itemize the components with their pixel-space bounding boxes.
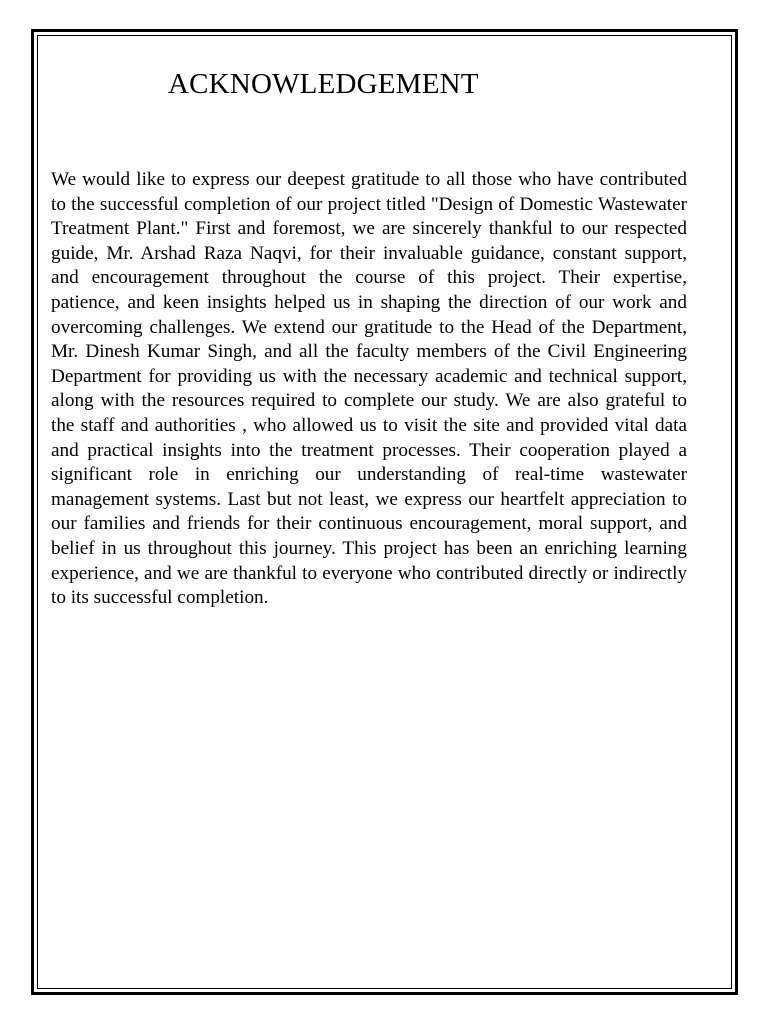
acknowledgement-paragraph: We would like to express our deepest gratitude to all those who have contributed to the successful completion of our project titled "Design of Domestic Wastewater Treatment Plant." First and foremost, we are sincerely thankful to our respected guide, Mr. Arshad Raza Naqvi, for their invaluable guidance, constant support, and encouragement throughout the course of this project. Their expertise, patience, and keen insights helped us in shaping the direction of our work and overcoming challenges. We extend our gratitude to the Head of the Department, Mr. Dinesh Kumar Singh, and all the faculty members of the Civil Engineering Department for providing us with the necessary academic and technical support, along with the resources required to complete our study. We are also grateful to the staff and authorities , who allowed us to visit the site and provided vital data and practical insights into the treatment processes. Their cooperation played a significant role in enriching our understanding of real-time wastewater management systems. Last but not least, we express our heartfelt appreciation to our families and friends for their continuous encouragement, moral support, and belief in us throughout this journey. This project has been an enriching learning experience, and we are thankful to everyone who contributed directly or indirectly to its successful completion. [51, 169, 687, 609]
document-title: ACKNOWLEDGEMENT [168, 68, 479, 100]
